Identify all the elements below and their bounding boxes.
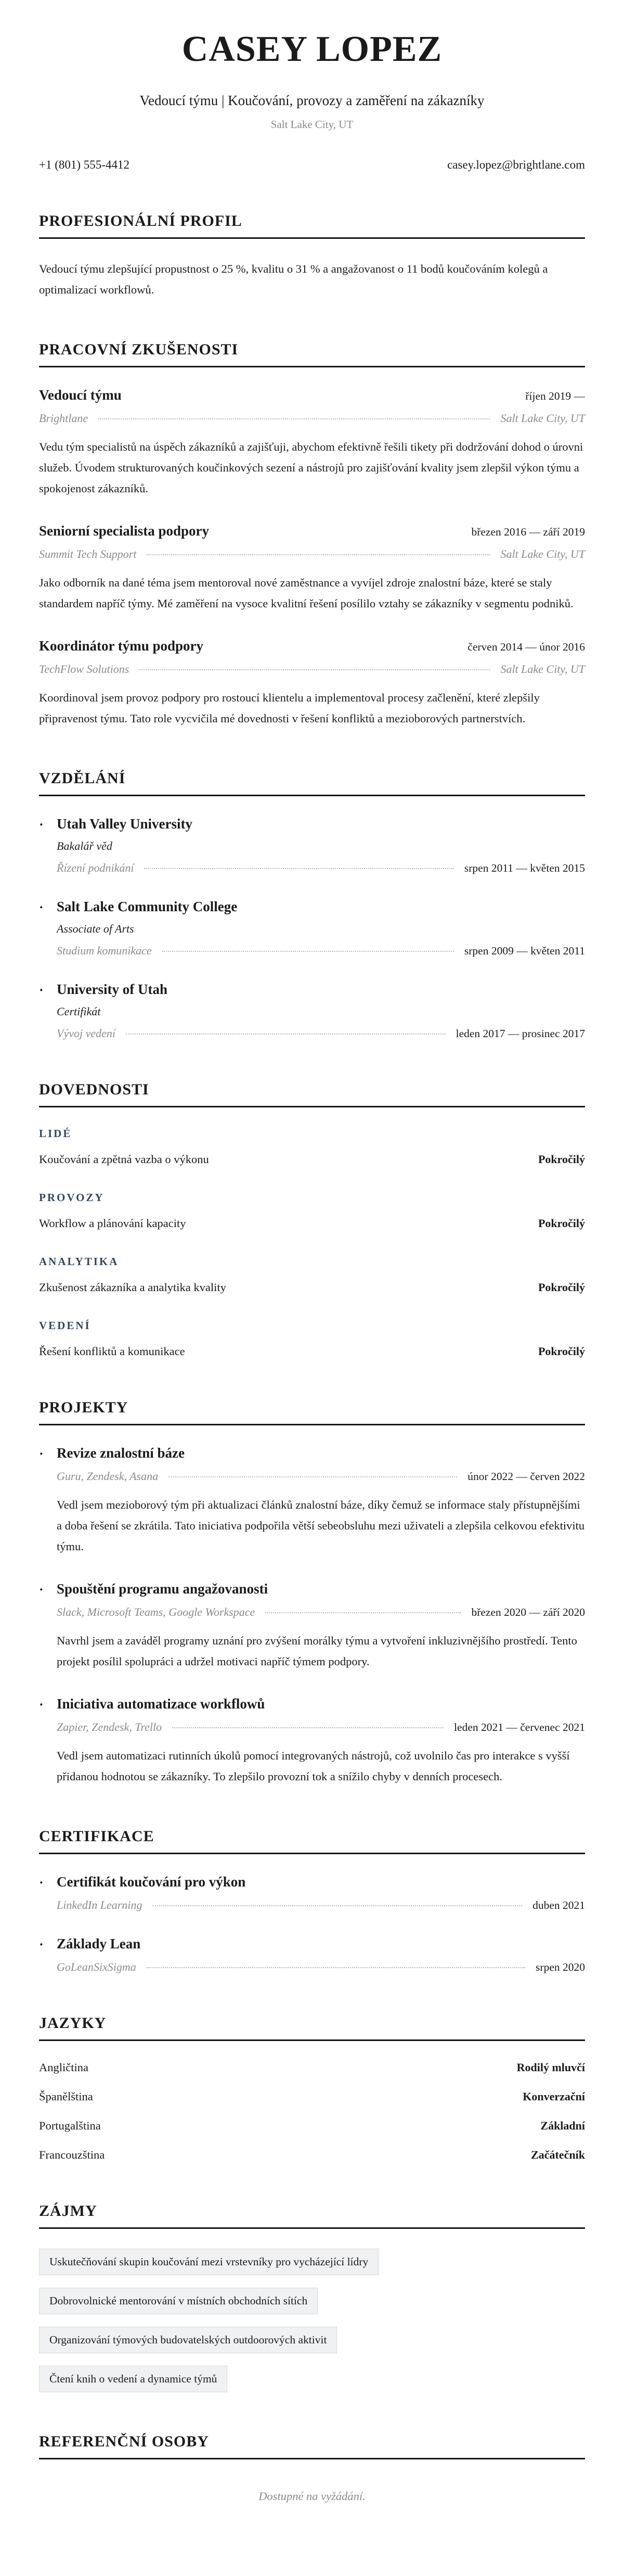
language-row	[39, 2090, 585, 2103]
project-entry	[39, 1581, 585, 1672]
job-dates: říjen 2019 —	[525, 389, 585, 402]
skill-name: Zkušenost zákazníka a analytika kvality	[39, 1280, 226, 1294]
project-title: Spouštění programu angažovanosti	[57, 1581, 268, 1597]
skill-name: Workflow a plánování kapacity	[39, 1216, 186, 1230]
email-address: casey.lopez@brightlane.com	[447, 158, 585, 171]
education-dates: leden 2017 — prosinec 2017	[456, 1027, 585, 1040]
job-description: Koordinoval jsem provoz podpory pro rostoucí klientelu a implementoval procesy začlenění, které zlepšily připravenost týmu. Tato role vycvičila mé dovednosti v řešení konfliktů a mezioborových partnerstvích.	[39, 691, 540, 725]
dotted-leader	[168, 1476, 457, 1477]
education-institution: Salt Lake Community College	[57, 898, 238, 914]
job-title: Vedoucí týmu	[39, 387, 122, 403]
job-title: Seniorní specialista podpory	[39, 522, 210, 539]
job-dates: červen 2014 — únor 2016	[467, 640, 585, 653]
certification-issuer: LinkedIn Learning	[57, 1898, 142, 1912]
skill-group	[39, 1255, 585, 1294]
project-title: Revize znalostní báze	[57, 1445, 185, 1461]
dotted-leader	[98, 418, 490, 419]
section-heading-skills: DOVEDNOSTI	[39, 1081, 585, 1107]
dotted-leader	[126, 1034, 446, 1035]
dotted-leader	[152, 1905, 522, 1906]
education-institution: Utah Valley University	[57, 815, 193, 832]
project-title: Iniciativa automatizace workflowů	[57, 1696, 265, 1712]
project-dates: březen 2020 — září 2020	[471, 1606, 585, 1619]
section-certifications	[39, 1828, 585, 1974]
education-field: Studium komunikace	[57, 943, 152, 957]
education-dates: srpen 2009 — květen 2011	[464, 944, 585, 957]
section-heading-education: VZDĚLÁNÍ	[39, 770, 585, 796]
interest-chip: Čtení knih o vedení a dynamice týmů	[39, 2366, 227, 2392]
language-name: Španělština	[39, 2090, 93, 2103]
education-degree: Associate of Arts	[57, 922, 134, 935]
skill-name: Řešení konfliktů a komunikace	[39, 1344, 185, 1358]
project-dates: únor 2022 — červen 2022	[467, 1470, 585, 1483]
resume-header	[39, 30, 585, 172]
name-title: CASEY LOPEZ	[181, 29, 443, 69]
section-interests	[39, 2202, 585, 2392]
project-tools: Zapier, Zendesk, Trello	[57, 1720, 162, 1734]
education-dates: srpen 2011 — květen 2015	[464, 861, 585, 874]
skill-name: Koučování a zpětná vazba o výkonu	[39, 1152, 209, 1166]
section-projects	[39, 1399, 585, 1787]
bullet-icon: ·	[39, 982, 44, 998]
education-entry	[39, 981, 585, 1040]
project-description: Navrhl jsem a zaváděl programy uznání pro zvýšení morálky týmu a vytvoření inkluzivnějšího prostředí. Tento projekt posílil spolupráci a udržel motivaci napříč týmem podpory.	[57, 1634, 577, 1668]
job-entry	[39, 638, 585, 729]
language-level: Základní	[540, 2119, 585, 2133]
language-row	[39, 2148, 585, 2162]
skill-category: PROVOZY	[39, 1191, 105, 1204]
job-company: TechFlow Solutions	[39, 662, 129, 675]
headline: Vedoucí týmu | Koučování, provozy a zaměření na zákazníky	[139, 92, 485, 108]
certification-date: srpen 2020	[536, 1961, 585, 1974]
dotted-leader	[162, 951, 454, 952]
job-entry	[39, 387, 585, 499]
dotted-leader	[139, 669, 490, 670]
job-location: Salt Lake City, UT	[500, 547, 585, 560]
section-education	[39, 770, 585, 1040]
section-heading-certifications: CERTIFIKACE	[39, 1828, 585, 1854]
project-dates: leden 2021 — červenec 2021	[454, 1721, 585, 1734]
project-entry	[39, 1445, 585, 1557]
job-description: Jako odborník na dané téma jsem mentoroval nové zaměstnance a vyvíjel zdroje znalostní báze, které se staly standardem napříč týmy. Mé zaměření na vysoce kvalitní řešení posílilo vztahy se zákazníky v segmentu podniků.	[39, 576, 574, 610]
job-company: Summit Tech Support	[39, 547, 137, 560]
section-skills	[39, 1081, 585, 1358]
project-tools: Guru, Zendesk, Asana	[57, 1469, 159, 1483]
certification-entry	[39, 1936, 585, 1974]
section-heading-interests: ZÁJMY	[39, 2202, 585, 2229]
bullet-icon: ·	[39, 1875, 44, 1891]
section-references	[39, 2433, 585, 2503]
contact-row	[39, 158, 585, 172]
job-location: Salt Lake City, UT	[500, 411, 585, 425]
language-name: Angličtina	[39, 2061, 88, 2074]
language-level: Rodilý mluvčí	[516, 2061, 585, 2074]
certification-issuer: GoLeanSixSigma	[57, 1960, 136, 1974]
education-entry	[39, 899, 585, 958]
skill-category: ANALYTIKA	[39, 1255, 119, 1268]
language-level: Začátečník	[531, 2148, 585, 2162]
language-level: Konverzační	[523, 2090, 585, 2103]
skill-group	[39, 1127, 585, 1166]
project-description: Vedl jsem automatizaci rutinních úkolů pomocí integrovaných nástrojů, což uvolnilo čas pro interakce s vyšší přidanou hodnotou se zákazníky. To zlepšilo provozní tok a snížilo chyby v denních procesech.	[57, 1749, 570, 1783]
skill-level: Pokročilý	[538, 1280, 585, 1294]
job-location: Salt Lake City, UT	[500, 662, 585, 675]
section-languages	[39, 2014, 585, 2162]
certification-entry	[39, 1874, 585, 1912]
skill-category: LIDÉ	[39, 1127, 72, 1140]
interest-chip: Uskutečňování skupin koučování mezi vrstevníky pro vycházející lídry	[39, 2249, 379, 2275]
education-field: Řízení podnikání	[57, 861, 134, 874]
dotted-leader	[147, 1967, 525, 1968]
skill-group	[39, 1319, 585, 1358]
language-row	[39, 2061, 585, 2074]
interest-chip: Organizování týmových budovatelských outdoorových aktivit	[39, 2327, 337, 2353]
job-description: Vedu tým specialistů na úspěch zákazníků a zajišťuji, abychom efektivně řešili tikety při dodržování dohod o úrovni služeb. Úvodem strukturovaných koučinkových sezení a nástrojů pro zajišťování kvality jsem zlepšil výkon týmu a spokojenost zákazníků.	[39, 440, 583, 495]
job-dates: březen 2016 — září 2019	[471, 525, 585, 538]
language-name: Francouzština	[39, 2148, 105, 2162]
profile-text: Vedoucí týmu zlepšující propustnost o 25 %, kvalitu o 31 % a angažovanost o 11 bodů koučováním kolegů a optimalizací workflowů.	[39, 262, 548, 296]
resume-document	[39, 30, 585, 2503]
project-description: Vedl jsem mezioborový tým při aktualizaci článků znalostní báze, díky čemuž se informace staly přístupnějšími a doba řešení se zkrátila. Tato iniciativa podpořila větší sebeobsluhu mezi uživateli a zlepšila celkovou efektivitu týmu.	[57, 1498, 585, 1553]
section-profile	[39, 212, 585, 300]
job-company: Brightlane	[39, 411, 88, 425]
bullet-icon: ·	[39, 1937, 44, 1953]
section-heading-references: REFERENČNÍ OSOBY	[39, 2433, 585, 2459]
interest-chip: Dobrovolnické mentorování v místních obchodních sítích	[39, 2288, 318, 2314]
dotted-leader	[144, 868, 453, 869]
bullet-icon: ·	[39, 817, 44, 832]
section-heading-profile: PROFESIONÁLNÍ PROFIL	[39, 212, 585, 239]
job-entry	[39, 523, 585, 614]
location: Salt Lake City, UT	[270, 118, 354, 131]
project-tools: Slack, Microsoft Teams, Google Workspace	[57, 1605, 255, 1619]
references-note: Dostupné na vyžádání.	[258, 2490, 366, 2503]
certification-title: Základy Lean	[57, 1936, 141, 1952]
dotted-leader	[147, 554, 490, 555]
section-heading-languages: JAZYKY	[39, 2014, 585, 2041]
project-entry	[39, 1696, 585, 1787]
education-institution: University of Utah	[57, 981, 167, 997]
language-name: Portugalština	[39, 2119, 101, 2133]
bullet-icon: ·	[39, 1446, 44, 1461]
phone-number: +1 (801) 555-4412	[39, 158, 129, 171]
bullet-icon: ·	[39, 899, 44, 915]
skill-group	[39, 1191, 585, 1230]
bullet-icon: ·	[39, 1582, 44, 1598]
skill-level: Pokročilý	[538, 1344, 585, 1358]
dotted-leader	[172, 1727, 444, 1728]
certification-title: Certifikát koučování pro výkon	[57, 1874, 246, 1890]
education-field: Vývoj vedení	[57, 1026, 115, 1040]
section-heading-projects: PROJEKTY	[39, 1399, 585, 1425]
job-title: Koordinátor týmu podpory	[39, 637, 204, 654]
skill-level: Pokročilý	[538, 1216, 585, 1230]
education-degree: Bakalář věd	[57, 839, 112, 852]
section-heading-experience: PRACOVNÍ ZKUŠENOSTI	[39, 341, 585, 367]
certification-date: duben 2021	[532, 1899, 585, 1912]
skill-category: VEDENÍ	[39, 1319, 91, 1332]
section-experience	[39, 341, 585, 729]
education-degree: Certifikát	[57, 1004, 101, 1018]
education-entry	[39, 816, 585, 875]
language-row	[39, 2119, 585, 2133]
dotted-leader	[265, 1612, 461, 1613]
bullet-icon: ·	[39, 1697, 44, 1713]
skill-level: Pokročilý	[538, 1152, 585, 1166]
